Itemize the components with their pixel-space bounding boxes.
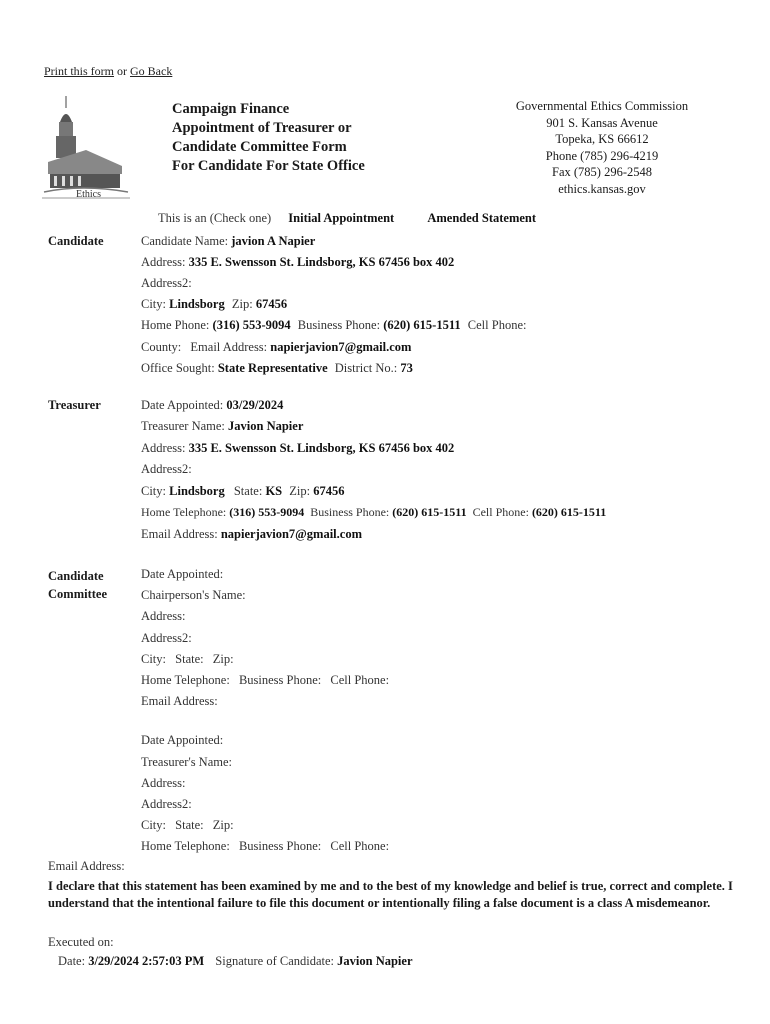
committee-treasurer-city-row <box>141 818 234 833</box>
field-label: Business Phone: <box>238 839 322 853</box>
go-back-link[interactable]: Go Back <box>130 64 173 78</box>
candidate-zip: 67456 <box>255 297 288 311</box>
footer-email-label: Email Address: <box>48 859 125 873</box>
candidate-signature: Javion Napier <box>337 954 413 968</box>
agency-street: 901 S. Kansas Avenue <box>546 115 658 130</box>
agency-fax: Fax (785) 296-2548 <box>552 165 652 179</box>
form-title-line: For Candidate For State Office <box>172 158 365 174</box>
committee-treasurer-address2-row <box>141 797 192 812</box>
candidate-name: javion A Napier <box>231 234 316 248</box>
field-label: Business Phone: <box>310 505 390 519</box>
ethics-seal-logo <box>42 92 132 204</box>
field-label: Treasurer Name: <box>141 419 225 433</box>
agency-contact <box>482 98 722 197</box>
field-label: County: <box>141 340 182 354</box>
field-label: Address: <box>141 776 186 790</box>
candidate-county-row <box>141 340 411 355</box>
form-title <box>172 100 365 176</box>
declaration-text: I declare that this statement has been examined by me and to the best of my knowledge and belief is true, correct and complete. I understand that the intentional failure to file this document or intentionally filing a false document is a class A misdemeanor. <box>48 879 733 910</box>
field-label: Date Appointed: <box>141 567 224 581</box>
agency-city: Topeka, KS 66612 <box>555 132 649 146</box>
agency-phone: Phone (785) 296-4219 <box>545 148 659 163</box>
field-label: Cell Phone: <box>330 673 390 687</box>
treasurer-home-phone: (316) 553-9094 <box>229 505 305 519</box>
treasurer-zip: 67456 <box>313 484 345 498</box>
treasurer-state: KS <box>265 484 283 498</box>
treasurer-date: 03/29/2024 <box>226 398 284 412</box>
nav-or-text: or <box>117 64 128 78</box>
committee-treasurer-date-row <box>141 733 223 748</box>
candidate-email: napierjavion7@gmail.com <box>270 340 412 354</box>
field-label: Chairperson's Name: <box>141 588 246 602</box>
field-label: Home Telephone: <box>141 673 230 687</box>
field-label: Cell Phone: <box>472 505 529 519</box>
field-label: Treasurer's Name: <box>141 755 233 769</box>
field-label: Candidate Name: <box>141 234 229 248</box>
candidate-office-row <box>141 361 413 376</box>
candidate-address-row <box>141 255 454 270</box>
field-label: Date: <box>58 954 86 968</box>
field-label: Address: <box>141 441 186 455</box>
committee-treasurer-phone-row <box>141 839 389 854</box>
executed-date: 3/29/2024 2:57:03 PM <box>88 954 205 968</box>
field-label: Signature of Candidate: <box>215 954 335 968</box>
committee-date-row <box>141 567 223 582</box>
committee-email-row <box>141 694 218 709</box>
treasurer-heading: Treasurer <box>48 398 101 412</box>
agency-name: Governmental Ethics Commission <box>515 99 689 113</box>
field-label: State: <box>175 818 204 832</box>
treasurer-address: 335 E. Swensson St. Lindsborg, KS 67456 box 402 <box>188 441 455 455</box>
treasurer-address-row <box>141 441 454 456</box>
candidate-district: 73 <box>400 361 413 375</box>
field-label: Date Appointed: <box>141 398 224 412</box>
field-label: Cell Phone: <box>467 318 527 332</box>
committee-heading <box>48 567 107 603</box>
candidate-city: Lindsborg <box>169 297 225 311</box>
executed-on-label: Executed on: <box>48 935 114 949</box>
amended-statement-option: Amended Statement <box>427 211 537 225</box>
field-label: Business Phone: <box>238 673 322 687</box>
top-nav <box>44 64 172 79</box>
treasurer-cell-phone: (620) 615-1511 <box>531 505 607 519</box>
field-label: Home Phone: <box>141 318 210 332</box>
field-label: Address: <box>141 255 186 269</box>
capitol-icon <box>42 92 132 204</box>
appointment-type-line <box>158 211 536 226</box>
field-label: State: <box>233 484 263 498</box>
field-label: Home Telephone: <box>141 839 230 853</box>
committee-heading-line: Candidate <box>48 569 104 583</box>
field-label: Zip: <box>289 484 311 498</box>
treasurer-date-row <box>141 398 283 413</box>
committee-phone-row <box>141 673 389 688</box>
signature-line <box>58 954 413 969</box>
treasurer-address2-row <box>141 462 192 477</box>
treasurer-business-phone: (620) 615-1511 <box>392 505 467 519</box>
candidate-home-phone: (316) 553-9094 <box>212 318 291 332</box>
field-label: City: <box>141 818 167 832</box>
field-label: Email Address: <box>141 527 218 541</box>
field-label: Home Telephone: <box>141 505 227 519</box>
field-label: Email Address: <box>190 340 268 354</box>
form-title-line: Campaign Finance <box>172 101 290 117</box>
committee-city-row <box>141 652 234 667</box>
field-label: City: <box>141 484 167 498</box>
committee-treasurer-address-row <box>141 776 185 791</box>
committee-address-row <box>141 609 185 624</box>
candidate-address: 335 E. Swensson St. Lindsborg, KS 67456 box 402 <box>188 255 455 269</box>
field-label: Address: <box>141 609 186 623</box>
committee-treasurer-name-row <box>141 755 232 770</box>
field-label: Zip: <box>212 652 234 666</box>
field-label: Cell Phone: <box>330 839 390 853</box>
check-prompt: This is an (Check one) <box>158 211 272 225</box>
candidate-address2-row <box>141 276 192 291</box>
field-label: State: <box>175 652 204 666</box>
treasurer-city: Lindsborg <box>169 484 225 498</box>
field-label: Business Phone: <box>297 318 381 332</box>
field-label: Date Appointed: <box>141 733 224 747</box>
field-label: Address2: <box>141 797 192 811</box>
candidate-name-row <box>141 234 315 249</box>
candidate-city-row <box>141 297 287 312</box>
field-label: Zip: <box>231 297 253 311</box>
candidate-business-phone: (620) 615-1511 <box>383 318 461 332</box>
field-label: City: <box>141 652 167 666</box>
committee-heading-line: Committee <box>48 587 107 601</box>
field-label: Address2: <box>141 276 192 290</box>
committee-chair-row <box>141 588 246 603</box>
field-label: Address2: <box>141 631 192 645</box>
initial-appointment-option: Initial Appointment <box>288 211 395 225</box>
form-title-line: Appointment of Treasurer or <box>172 120 352 136</box>
candidate-office: State Representative <box>217 361 328 375</box>
form-title-line: Candidate Committee Form <box>172 139 347 155</box>
treasurer-city-row <box>141 484 344 499</box>
treasurer-email-row <box>141 527 362 542</box>
candidate-heading: Candidate <box>48 234 104 248</box>
seal-caption: Ethics <box>76 189 101 200</box>
treasurer-name-row <box>141 419 303 434</box>
print-form-link[interactable]: Print this form <box>44 64 115 78</box>
field-label: Office Sought: <box>141 361 215 375</box>
agency-web: ethics.kansas.gov <box>558 181 646 196</box>
field-label: Email Address: <box>141 694 218 708</box>
treasurer-name: Javion Napier <box>228 419 304 433</box>
candidate-phone-row <box>141 318 526 333</box>
field-label: City: <box>141 297 167 311</box>
committee-address2-row <box>141 631 192 646</box>
field-label: Address2: <box>141 462 192 476</box>
field-label: Zip: <box>212 818 234 832</box>
field-label: District No.: <box>334 361 398 375</box>
treasurer-phone-row <box>141 505 606 520</box>
treasurer-email: napierjavion7@gmail.com <box>220 527 362 541</box>
